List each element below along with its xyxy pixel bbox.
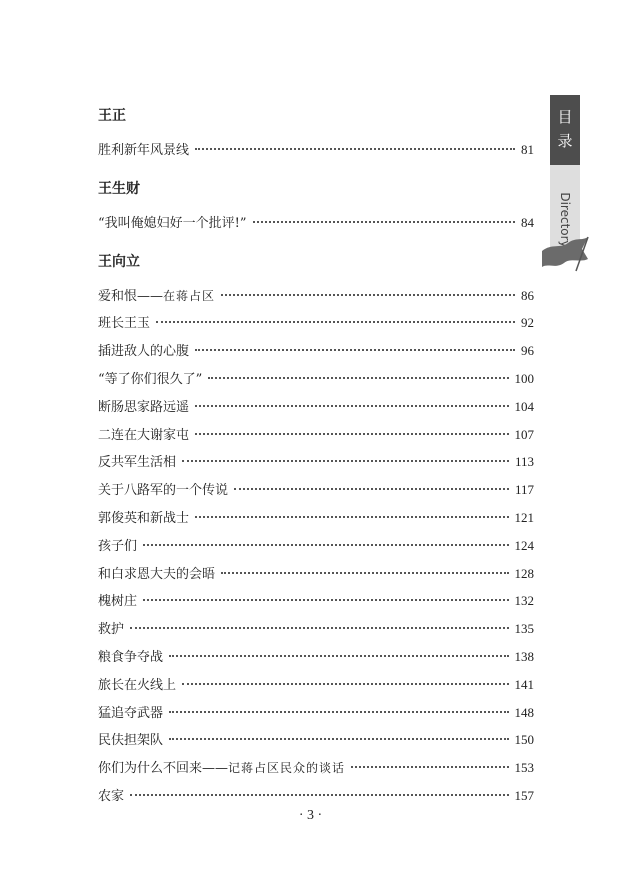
- entry-title-main: 粮食争夺战: [98, 649, 164, 665]
- toc-entry[interactable]: [98, 560, 534, 588]
- entry-title: [98, 449, 176, 477]
- dot-leader: [195, 516, 508, 518]
- toc-entry[interactable]: [98, 726, 534, 754]
- dot-leader: [195, 148, 515, 150]
- dot-leader: [169, 711, 508, 713]
- author-heading: 王向立: [98, 253, 140, 270]
- toc-entry[interactable]: [98, 421, 534, 449]
- entry-page-number: 150: [514, 732, 534, 748]
- flag-icon: [538, 233, 590, 273]
- page-number: · 3 ·: [298, 808, 323, 823]
- entry-page-number: 153: [514, 760, 534, 776]
- directory-tab-char-2: 录: [557, 132, 573, 150]
- toc-entry[interactable]: [98, 504, 534, 532]
- entry-title: [98, 210, 247, 238]
- toc-entry[interactable]: [98, 209, 534, 237]
- entry-title-main: 爱和恨——: [98, 288, 164, 304]
- toc-entry[interactable]: [98, 671, 534, 699]
- toc-entry[interactable]: [98, 337, 534, 365]
- dot-leader: [169, 738, 508, 740]
- entry-page-number: 96: [521, 343, 534, 359]
- dot-leader: [182, 683, 508, 685]
- entry-title: [98, 338, 189, 366]
- entry-title-main: 农家: [98, 788, 125, 804]
- toc-entry[interactable]: [98, 476, 534, 504]
- entry-title-main: 和白求恩大夫的会晤: [98, 566, 216, 582]
- dot-leader: [221, 572, 508, 574]
- entry-title-main: 猛追夺武器: [98, 705, 164, 721]
- entry-title-main: “等了你们很久了”: [98, 371, 203, 387]
- entry-page-number: 100: [514, 370, 534, 386]
- entry-title-main: 断肠思家路远遥: [98, 399, 190, 415]
- directory-tab-english-label: Directory: [558, 192, 572, 248]
- entry-title: [98, 137, 189, 165]
- entry-page-number: 84: [521, 214, 534, 230]
- entry-page-number: 104: [514, 398, 534, 414]
- entry-title: [98, 755, 345, 783]
- dot-leader: [169, 655, 508, 657]
- entry-page-number: 141: [514, 676, 534, 692]
- entry-title-main: 旅长在火线上: [98, 677, 177, 693]
- entry-page-number: 113: [514, 454, 534, 470]
- entry-title: [98, 616, 124, 644]
- dot-leader: [130, 627, 508, 629]
- dot-leader: [143, 544, 508, 546]
- entry-page-number: 92: [521, 315, 534, 331]
- dot-leader: [221, 294, 515, 296]
- toc-entry[interactable]: [98, 587, 534, 615]
- directory-tab: [550, 95, 590, 285]
- entry-title-main: 槐树庄: [98, 594, 138, 610]
- entry-page-number: 117: [514, 482, 534, 498]
- author-heading: 王正: [98, 108, 126, 124]
- entry-title: [98, 394, 189, 422]
- entry-page-number: 132: [514, 593, 534, 609]
- toc-entry[interactable]: [98, 282, 534, 310]
- toc-entry[interactable]: [98, 754, 534, 782]
- toc-entry[interactable]: [98, 136, 534, 164]
- entry-title: [98, 477, 228, 505]
- dot-leader: [182, 460, 509, 462]
- dot-leader: [253, 221, 515, 223]
- entry-title: [98, 783, 124, 811]
- dot-leader: [195, 349, 515, 351]
- entry-page-number: 121: [514, 509, 534, 525]
- entry-page-number: 81: [521, 142, 534, 157]
- entry-title: [98, 700, 163, 728]
- directory-tab-char-1: 目: [557, 108, 573, 126]
- entry-title: [98, 561, 215, 589]
- entry-title-main: 插进敌人的心腹: [98, 344, 190, 360]
- entry-title-main: 胜利新年风景线: [98, 143, 190, 158]
- entry-page-number: 107: [514, 426, 534, 442]
- toc-entry[interactable]: [98, 532, 534, 560]
- dot-leader: [351, 766, 508, 768]
- entry-title-main: 二连在大谢家屯: [98, 427, 190, 443]
- entry-title-main: 郭俊英和新战士: [98, 510, 190, 526]
- dot-leader: [195, 433, 508, 435]
- entry-title-main: 班长王玉: [98, 316, 151, 332]
- toc-entry[interactable]: [98, 643, 534, 671]
- entry-title: [98, 310, 150, 338]
- entry-title: [98, 533, 137, 561]
- entry-page-number: 148: [514, 704, 534, 720]
- entry-title: [98, 422, 189, 450]
- entry-title: [98, 644, 163, 672]
- dot-leader: [195, 405, 508, 407]
- toc-entry[interactable]: [98, 365, 534, 393]
- toc-entry[interactable]: [98, 699, 534, 727]
- entry-page-number: 86: [521, 287, 534, 303]
- entry-title-main: 救护: [98, 622, 125, 638]
- entry-title-main: “我叫俺媳妇好一个批评!”: [98, 215, 247, 231]
- toc-entry[interactable]: [98, 393, 534, 421]
- toc-section: [98, 252, 534, 810]
- entry-page-number: 124: [514, 537, 534, 553]
- toc-entry[interactable]: [98, 309, 534, 337]
- dot-leader: [234, 488, 509, 490]
- entry-subtitle: 记蒋占区民众的谈话: [228, 761, 346, 776]
- entry-subtitle: 在蒋占区: [163, 288, 216, 303]
- entry-title: [98, 505, 189, 533]
- entry-title-main: 民伕担架队: [98, 733, 164, 749]
- entry-page-number: 157: [514, 787, 534, 803]
- dot-leader: [208, 377, 508, 379]
- entry-title: [98, 588, 137, 616]
- author-heading: 王生财: [98, 180, 140, 197]
- entry-title-main: 孩子们: [98, 538, 138, 554]
- dot-leader: [130, 794, 508, 796]
- toc-section: [98, 179, 534, 237]
- entry-title-main: 反共军生活相: [98, 455, 177, 471]
- toc-entry[interactable]: [98, 782, 534, 810]
- entry-title-main: 你们为什么不回来——: [98, 761, 229, 777]
- entry-title: [98, 672, 176, 700]
- entry-page-number: 138: [514, 648, 534, 664]
- entry-title: [98, 366, 202, 394]
- entry-page-number: 135: [514, 621, 534, 637]
- entry-title: [98, 283, 215, 311]
- dot-leader: [143, 599, 508, 601]
- toc-section: [98, 106, 534, 164]
- directory-tab-header: [550, 95, 580, 165]
- entry-title: [98, 727, 163, 755]
- entry-page-number: 128: [514, 565, 534, 581]
- table-of-contents: [98, 106, 534, 825]
- entry-title-main: 关于八路军的一个传说: [98, 483, 229, 499]
- toc-entry[interactable]: [98, 615, 534, 643]
- toc-entry[interactable]: [98, 448, 534, 476]
- dot-leader: [156, 321, 515, 323]
